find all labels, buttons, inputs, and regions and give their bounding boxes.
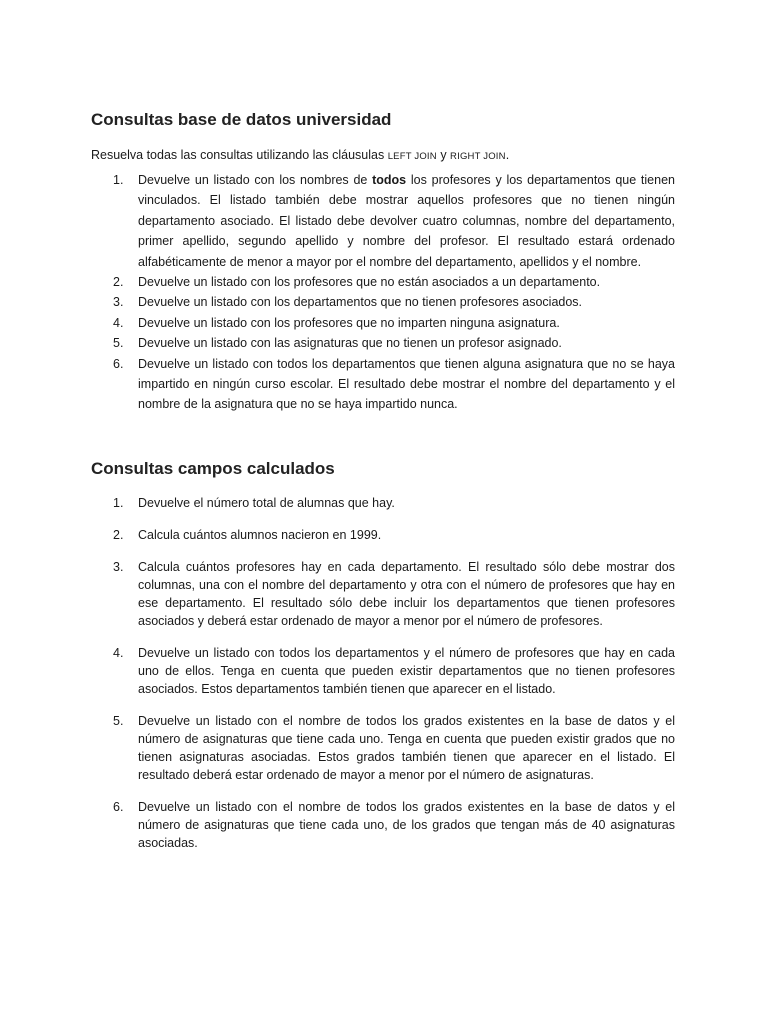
item-text: Devuelve un listado con las asignaturas que no tienen un profesor asignado. xyxy=(138,336,562,351)
section-title-campos-calculados: Consultas campos calculados xyxy=(91,459,335,478)
item-text xyxy=(138,173,675,269)
item-number: 5. xyxy=(113,336,124,351)
list-item xyxy=(0,494,675,512)
list-item xyxy=(0,292,675,312)
item-text-after: los profesores y los departamentos que tienen vinculados. El listado también debe mostrar aquellos profesores que no tienen ningún departamento asociado. El listado debe devolver cuatro columnas, nombre del departamento, primer apellido, segundo apellido y nombre del profesor. El resultado estará ordenado alfabéticamente de menor a mayor por el nombre del departamento, apellidos y el nombre. xyxy=(138,173,675,269)
item-number: 5. xyxy=(113,714,124,728)
item-text: Calcula cuántos alumnos nacieron en 1999. xyxy=(138,528,382,542)
intro-suffix: . xyxy=(505,148,510,162)
list-item xyxy=(0,354,675,415)
item-text: Devuelve un listado con el nombre de todos los grados existentes en la base de datos y el número de asignaturas que tiene cada uno, de los grados que tengan más de 40 asignaturas asociadas. xyxy=(138,800,675,850)
section-title-base-datos: Consultas base de datos universidad xyxy=(91,110,392,129)
item-text: Devuelve un listado con los profesores que no están asociados a un departamento. xyxy=(138,275,601,290)
list-item xyxy=(0,272,675,292)
list-item xyxy=(0,526,675,544)
list-item xyxy=(0,333,675,353)
intro-joiner: y xyxy=(436,148,451,162)
query-list-joins xyxy=(0,170,675,415)
item-text: Devuelve un listado con los profesores que no imparten ninguna asignatura. xyxy=(138,315,560,330)
item-text: Devuelve un listado con el nombre de todos los grados existentes en la base de datos y el número de asignaturas que tiene cada uno. Tenga en cuenta que pueden existir grados que no tienen asignaturas asociadas. Estos grados también tienen que aparecer en el listado. El resultado deberá estar ordenado de mayor a menor por el número de asignaturas. xyxy=(138,714,675,782)
item-number: 1. xyxy=(113,173,124,187)
list-item xyxy=(0,313,675,333)
item-number: 2. xyxy=(113,528,124,542)
item-number: 2. xyxy=(113,275,124,290)
keyword-right-join: RIGHT JOIN xyxy=(450,151,506,162)
list-item xyxy=(0,798,675,852)
list-item xyxy=(0,170,675,272)
item-text: Devuelve un listado con los departamentos que no tienen profesores asociados. xyxy=(138,295,583,310)
item-text-emphasis: todos xyxy=(372,173,407,187)
item-text: Calcula cuántos profesores hay en cada departamento. El resultado sólo debe mostrar dos columnas, una con el nombre del departamento y otra con el número de profesores que hay en ese departamento. El resultado sólo debe incluir los departamentos que tienen profesores asociados y deberá estar ordenado de mayor a menor por el número de profesores. xyxy=(138,560,675,628)
item-number: 3. xyxy=(113,560,124,574)
section-intro xyxy=(91,146,681,166)
query-list-calculated xyxy=(0,494,675,866)
item-number: 4. xyxy=(113,646,124,660)
item-number: 4. xyxy=(113,315,124,330)
item-text-before: Devuelve un listado con los nombres de xyxy=(138,173,373,187)
item-text: Devuelve un listado con todos los departamentos que tienen alguna asignatura que no se haya impartido en ningún curso escolar. El resultado debe mostrar el nombre del departamento y el nombre de la asignatura que no se haya impartido nunca. xyxy=(138,356,675,412)
item-text: Devuelve un listado con todos los departamentos y el número de profesores que hay en cada uno de ellos. Tenga en cuenta que pueden existir departamentos que no tienen profesores asociados. Estos departamentos también tienen que aparecer en el listado. xyxy=(138,646,675,696)
item-number: 6. xyxy=(113,800,124,814)
intro-prefix: Resuelva todas las consultas utilizando las cláusulas xyxy=(91,148,388,162)
list-item xyxy=(0,558,675,630)
item-number: 3. xyxy=(113,295,124,310)
item-number: 6. xyxy=(113,356,124,371)
item-text: Devuelve el número total de alumnas que hay. xyxy=(138,496,395,510)
list-item xyxy=(0,712,675,784)
list-item xyxy=(0,644,675,698)
item-number: 1. xyxy=(113,496,124,510)
keyword-left-join: LEFT JOIN xyxy=(387,151,437,162)
